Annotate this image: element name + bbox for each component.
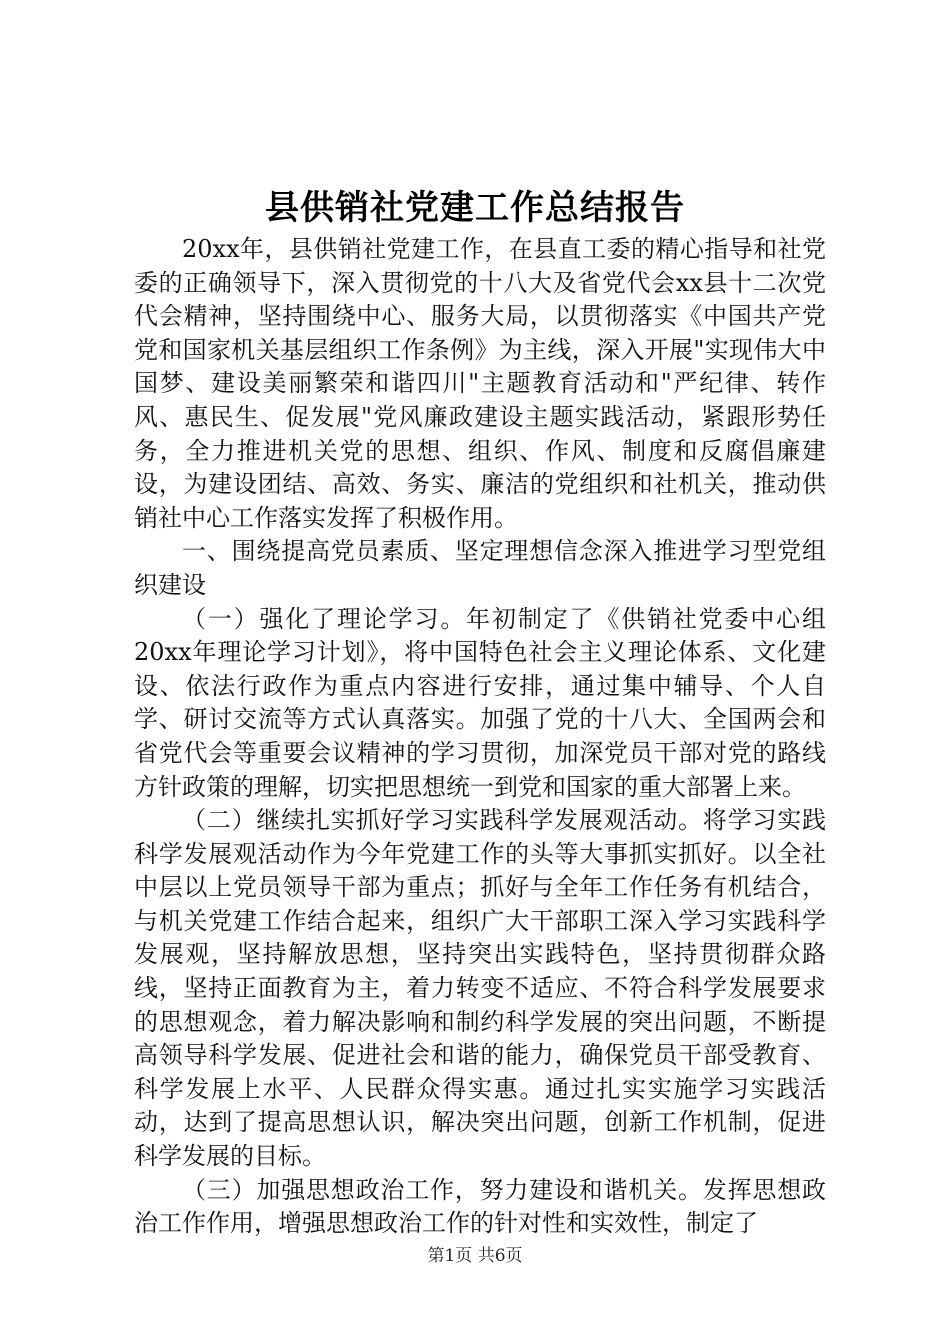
page-number-footer: 第1页 共6页 — [427, 1246, 523, 1266]
section-heading-1: 一、围绕提高党员素质、坚定理想信念深入推进学习型党组织建设 — [134, 537, 826, 599]
paragraph-1-1: （一）强化了理论学习。年初制定了《供销社党委中心组20xx年理论学习计划》，将中国特色社会主义理论体系、文化建设、依法行政作为重点内容进行安排，通过集中辅导、个人自学、研讨交流等方式认真落实。加强了党的十八大、全国两会和省党代会等重要会议精神的学习贯彻，加深党员干部对党的路线方针政策的理解，切实把思想统一到党和国家的重大部署上来。 — [134, 604, 826, 801]
document-title: 县供销社党建工作总结报告 — [265, 188, 685, 228]
paragraph-1-3: （三）加强思想政治工作，努力建设和谐机关。发挥思想政治工作作用，增强思想政治工作的针对性和实效性，制定了 — [134, 1175, 826, 1238]
paragraph-1-2: （二）继续扎实抓好学习实践科学发展观活动。将学习实践科学发展观活动作为今年党建工作的头等大事抓实抓好。以全社中层以上党员领导干部为重点；抓好与全年工作任务有机结合，与机关党建工作结合起来，组织广大干部职工深入学习实践科学发展观，坚持解放思想，坚持突出实践特色，坚持贯彻群众路线，坚持正面教育为主，着力转变不适应、不符合科学发展要求的思想观念，着力解决影响和制约科学发展的突出问题，不断提高领导科学发展、促进社会和谐的能力，确保党员干部受教育、科学发展上水平、人民群众得实惠。通过扎实实施学习实践活动，达到了提高思想认识，解决突出问题，创新工作机制，促进科学发展的目标。 — [134, 806, 826, 1171]
paragraph-intro: 20xx年，县供销社党建工作，在县直工委的精心指导和社党委的正确领导下，深入贯彻党的十八大及省党代会xx县十二次党代会精神，坚持围绕中心、服务大局，以贯彻落实《中国共产党党和国家机关基层组织工作条例》为主线，深入开展"实现伟大中国梦、建设美丽繁荣和谐四川"主题教育活动和"严纪律、转作风、惠民生、促发展"党风廉政建设主题实践活动，紧跟形势任务，全力推进机关党的思想、组织、作风、制度和反腐倡廉建设，为建设团结、高效、务实、廉洁的党组织和社机关，推动供销社中心工作落实发挥了积极作用。 — [134, 235, 826, 532]
document-body — [134, 233, 826, 1241]
